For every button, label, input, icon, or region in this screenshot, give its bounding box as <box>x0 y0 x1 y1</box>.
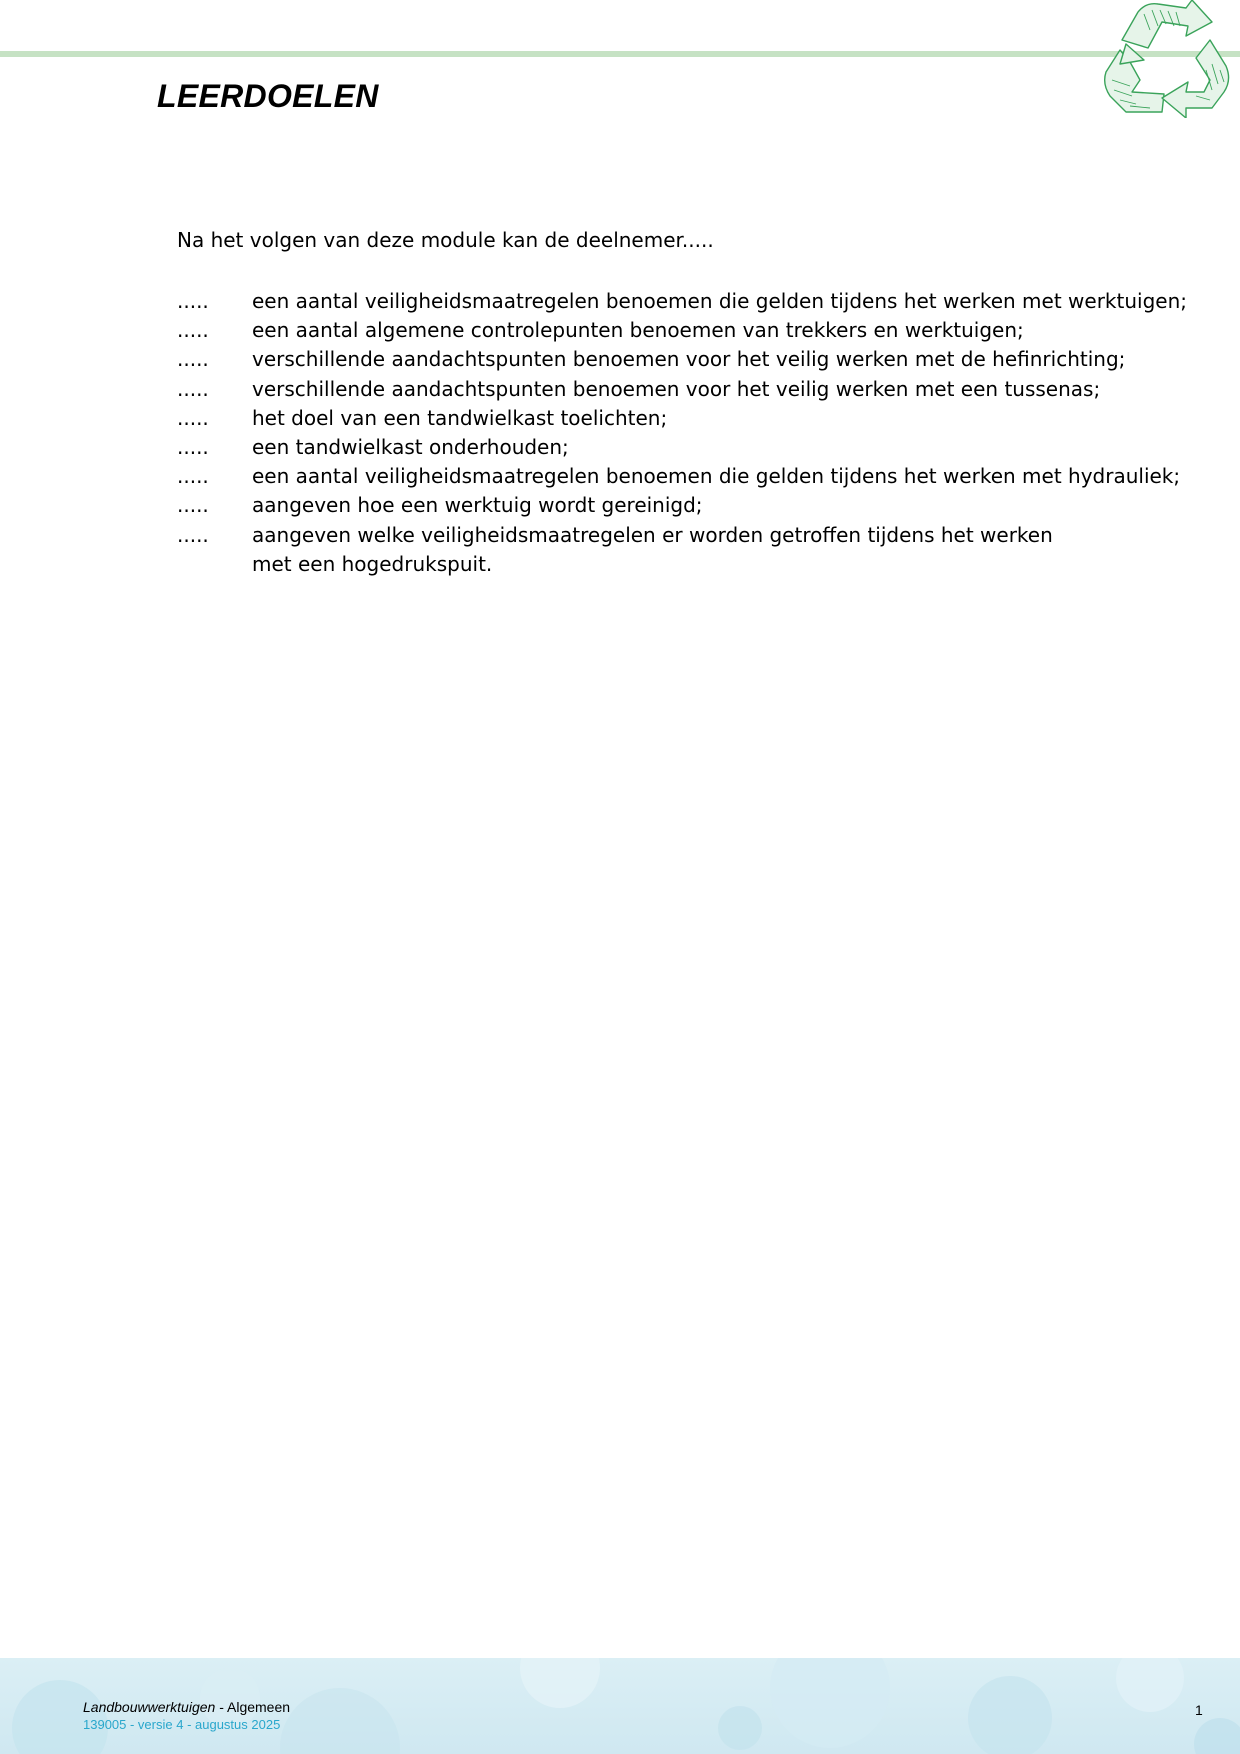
footer-title-rest: - Algemeen <box>215 1699 291 1715</box>
recycle-icon <box>1100 0 1240 118</box>
goal-text <box>252 433 1227 462</box>
list-item <box>177 491 1227 520</box>
goal-bullet: ..... <box>177 376 209 401</box>
goal-text <box>252 375 1227 404</box>
goal-text <box>252 491 1227 520</box>
goal-bullet: ..... <box>177 318 209 343</box>
list-item <box>177 316 1227 345</box>
goal-text-line: verschillende aandachtspunten benoemen voor het veilig werken met de hefinrichting; <box>252 347 1126 372</box>
goal-text-line: het doel van een tandwielkast toelichten; <box>252 405 668 430</box>
goal-text-line: aangeven hoe een werktuig wordt gereinigd; <box>252 493 703 518</box>
goal-text <box>252 404 1227 433</box>
intro-text: Na het volgen van deze module kan de deelnemer..... <box>177 228 714 252</box>
footer-title <box>83 1699 290 1715</box>
page-title: LEERDOELEN <box>157 78 379 114</box>
list-item <box>177 287 1227 316</box>
goal-bullet: ..... <box>177 405 209 430</box>
footer-version: 139005 - versie 4 - augustus 2025 <box>83 1717 281 1732</box>
header-rule <box>0 51 1240 57</box>
goal-text <box>252 462 1227 491</box>
goal-bullet: ..... <box>177 522 209 547</box>
list-item <box>177 521 1227 579</box>
goal-text-line: een aantal algemene controlepunten benoemen van trekkers en werktuigen; <box>252 318 1024 343</box>
page-number: 1 <box>1195 1702 1203 1718</box>
goal-text <box>252 287 1227 316</box>
footer-title-italic: Landbouwwerktuigen <box>83 1699 216 1715</box>
goal-text <box>252 316 1227 345</box>
goal-text-line: met een hogedrukspuit. <box>252 551 493 576</box>
list-item <box>177 433 1227 462</box>
learning-goals-list <box>177 287 1227 579</box>
goal-bullet: ..... <box>177 493 209 518</box>
list-item <box>177 345 1227 374</box>
goal-text-line: aangeven welke veiligheidsmaatregelen er worden getroffen tijdens het werken <box>252 522 1053 547</box>
goal-text-line: een tandwielkast onderhouden; <box>252 435 569 460</box>
goal-text <box>252 345 1227 374</box>
goal-text-line: een aantal veiligheidsmaatregelen benoemen die gelden tijdens het werken met werktuigen; <box>252 289 1187 313</box>
goal-bullet: ..... <box>177 435 209 460</box>
goal-text <box>252 521 1227 579</box>
goal-text-line: verschillende aandachtspunten benoemen voor het veilig werken met een tussenas; <box>252 376 1101 401</box>
goal-bullet: ..... <box>177 464 209 489</box>
list-item <box>177 375 1227 404</box>
list-item <box>177 404 1227 433</box>
goal-text-line: een aantal veiligheidsmaatregelen benoemen die gelden tijdens het werken met hydrauliek; <box>252 464 1181 489</box>
goal-bullet: ..... <box>177 347 209 372</box>
goal-bullet: ..... <box>177 289 209 313</box>
list-item <box>177 462 1227 491</box>
